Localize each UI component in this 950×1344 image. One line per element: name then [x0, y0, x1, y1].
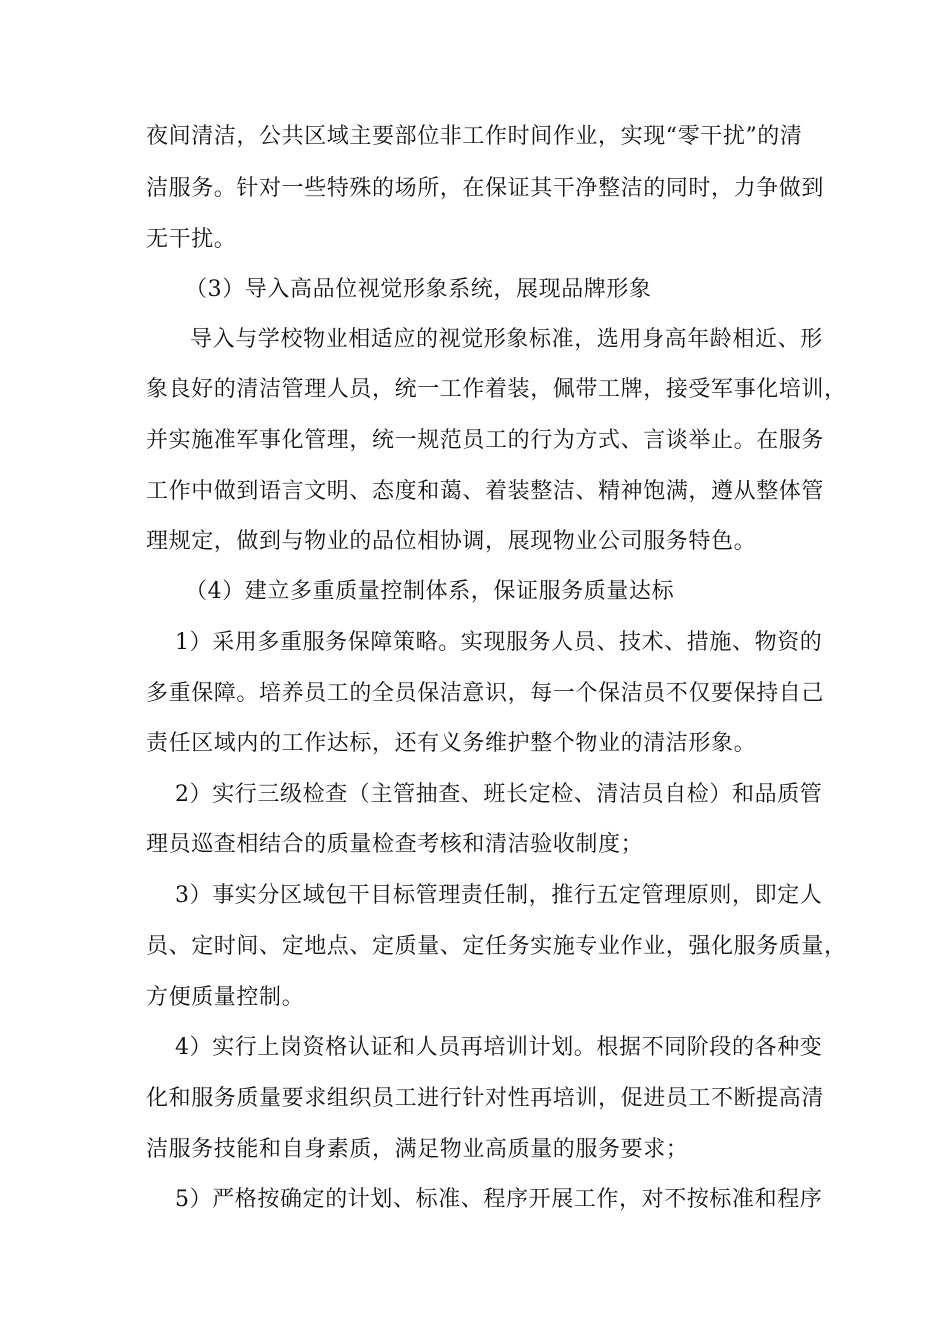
list-item: 1）采用多重服务保障策略。实现服务人员、技术、措施、物资的	[175, 630, 823, 655]
text-line: 理规定，做到与物业的品位相协调，展现物业公司服务特色。	[146, 529, 757, 554]
text-line: 责任区域内的工作达标，还有义务维护整个物业的清洁形象。	[146, 731, 757, 756]
text-line: 理员巡查相结合的质量检查考核和清洁验收制度；	[146, 832, 644, 857]
text-line: 洁服务。针对一些特殊的场所，在保证其干净整洁的同时，力争做到	[146, 176, 825, 201]
list-item: 2）实行三级检查（主管抽查、班长定检、清洁员自检）和品质管	[175, 782, 823, 807]
text-line: 多重保障。培养员工的全员保洁意识，每一个保洁员不仅要保持自己	[146, 681, 825, 706]
text-line: 无干扰。	[146, 227, 237, 252]
text-line: 洁服务技能和自身素质，满足物业高质量的服务要求；	[146, 1137, 689, 1162]
text-line: 员、定时间、定地点、定质量、定任务实施专业作业，强化服务质量，	[146, 934, 847, 959]
text-line: 方便质量控制。	[146, 985, 305, 1010]
text-line: 象良好的清洁管理人员，统一工作着装，佩带工牌，接受军事化培训，	[146, 377, 847, 402]
text-line: 并实施准军事化管理，统一规范员工的行为方式、言谈举止。在服务	[146, 428, 825, 453]
section-heading: （4）建立多重质量控制体系，保证服务质量达标	[185, 579, 675, 604]
list-item: 4）实行上岗资格认证和人员再培训计划。根据不同阶段的各种变	[175, 1035, 823, 1060]
text-line: 工作中做到语言文明、态度和蔼、着装整洁、精神饱满，遵从整体管	[146, 479, 825, 504]
text-line: 导入与学校物业相适应的视觉形象标准，选用身高年龄相近、形	[190, 327, 823, 352]
text-line: 夜间清洁，公共区域主要部位非工作时间作业，实现“零干扰”的清	[146, 124, 803, 149]
text-line: 化和服务质量要求组织员工进行针对性再培训，促进员工不断提高清	[146, 1086, 825, 1111]
section-heading: （3）导入高品位视觉形象系统，展现品牌形象	[185, 277, 652, 302]
list-item: 5）严格按确定的计划、标准、程序开展工作，对不按标准和程序	[175, 1187, 823, 1212]
list-item: 3）事实分区域包干目标管理责任制，推行五定管理原则，即定人	[175, 883, 823, 908]
